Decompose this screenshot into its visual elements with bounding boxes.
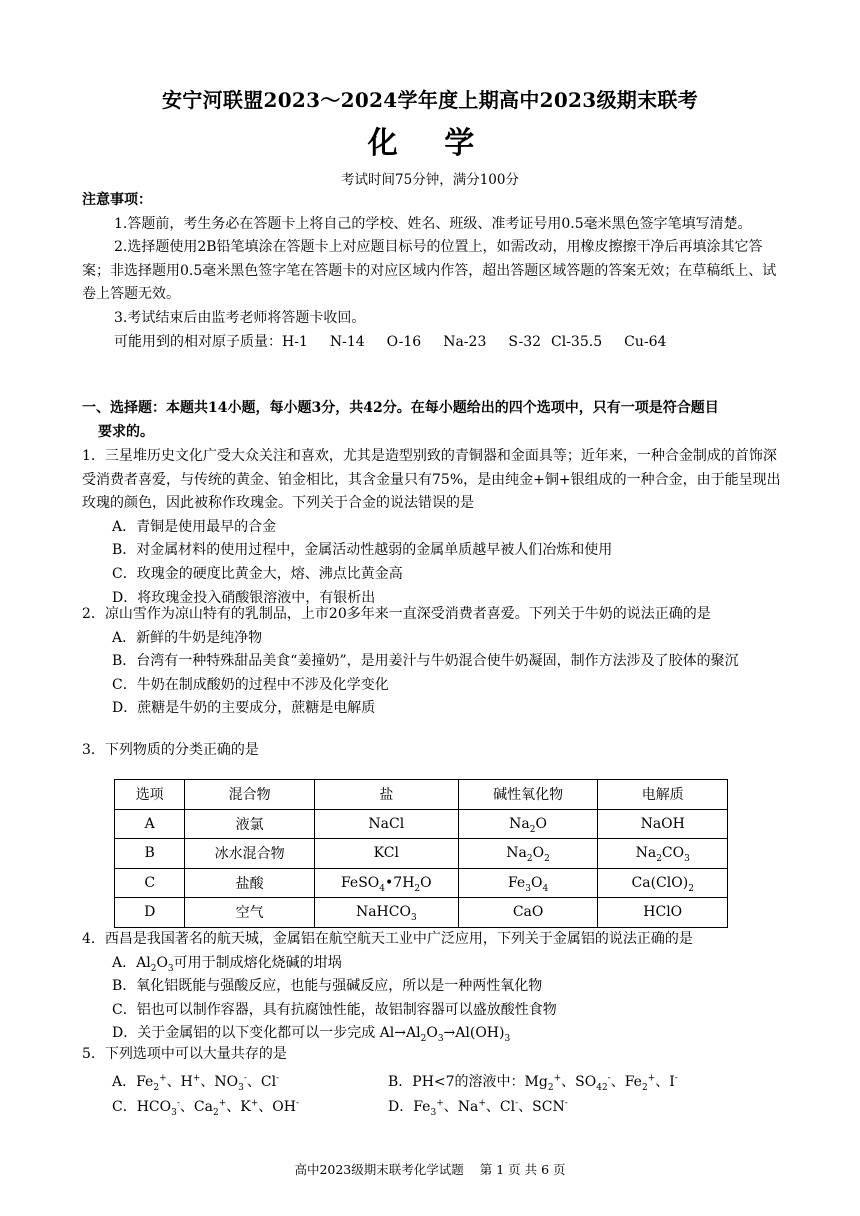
option-c: C．牛奶在制成酸奶的过程中不涉及化学变化 [112,676,389,693]
table-cell: 空气 [185,898,315,928]
notice-item-2: 2.选择题使用2B铅笔填涂在答题卡上对应题目标号的位置上，如需改动，用橡皮擦擦干净后再填涂其它答案；非选择题用0.5毫米黑色签字笔在答题卡的对应区域内作答，超出答题区域答题的答案无效；在草稿纸上、试卷上答题无效。 [82,239,777,303]
atomic-mass: N-14 [329,333,365,350]
section-heading-line2: 要求的。 [98,423,154,440]
atomic-mass: O-16 [386,333,422,350]
classification-table [114,779,728,928]
exam-title: 安宁河联盟2023～2024学年度上期高中2023级期末联考 [162,88,698,112]
notice-section [82,189,782,354]
option-b: B．氧化铝既能与强酸反应，也能与强碱反应，所以是一种两性氧化物 [112,978,543,995]
table-header: 电解质 [598,780,728,810]
table-row [115,898,728,928]
atomic-mass: H-1 [282,333,308,350]
table-cell: $Na_2O_2$ [458,839,598,869]
table-cell: $Na_2O$ [458,809,598,839]
question-stem: 2．凉山雪作为凉山特有的乳制品，上市20多年来一直深受消费者喜爱。下列关于牛奶的说法正确的是 [82,606,711,622]
table-cell: B [115,839,185,869]
question-stem: 5．下列选项中可以大量共存的是 [82,1046,287,1062]
question-1 [82,445,782,610]
option-c: C．玫瑰金的硬度比黄金大，熔、沸点比黄金高 [112,565,403,582]
notice-heading: 注意事项： [82,192,152,208]
option-a: A．$Fe_2^+$、H+、$NO_3^-$、Cl- [112,1072,280,1093]
option-a: A．$Al_2O_3$可用于制成熔化烧碱的坩埚 [112,954,342,974]
section-heading [82,397,782,444]
option-a: A．新鲜的牛奶是纯净物 [112,629,263,646]
table-cell: NaCl [314,809,458,839]
question-stem: 1．三星堆历史文化广受大众关注和喜欢，尤其是造型别致的青铜器和金面具等；近年来，一种合金制成的首饰深受消费者喜爱，与传统的黄金、铂金相比，其含金量只有75%，是由纯金+铜+银组成的一种合金，由于能呈现出玫瑰的颜色，因此被称作玫瑰金。下列关于合金的说法错误的是 [82,448,781,512]
option-c: C．铝也可以制作容器，具有抗腐蚀性能，故铝制容器可以盛放酸性食物 [112,1001,557,1018]
question-stem: 3．下列物质的分类正确的是 [82,742,259,758]
table-row [115,809,728,839]
option-d: D．将玫瑰金投入硝酸银溶液中，有银析出 [112,589,376,606]
option-row [82,1071,782,1095]
option-d: D．关于金属铝的以下变化都可以一步完成 $Al\to Al_2O_3\to Al(OH)_3$ [112,1025,511,1045]
table-row [115,868,728,898]
table-cell: D [115,898,185,928]
option-row [82,1096,782,1120]
table-cell: 冰水混合物 [185,839,315,869]
atomic-mass: Cu-64 [624,333,667,350]
table-cell: $Ca(ClO)_2$ [598,868,728,898]
table-cell: NaHCO$_3$ [314,898,458,928]
question-3 [82,739,782,763]
table-cell: C [115,868,185,898]
exam-time: 考试时间75分钟，满分100分 [341,172,519,188]
option-b: B．台湾有一种特殊甜品美食“姜撞奶”，是用姜汁与牛奶混合使牛奶凝固，制作方法涉及了胶体的聚沉 [112,653,739,670]
option-b: B．PH<7的溶液中：$Mg_2^+$、$SO_{42}^-$、$Fe_2^+$、I- [388,1072,678,1093]
question-5 [82,1043,782,1120]
atomic-mass: Na-23 [443,333,487,350]
table-header: 碱性氧化物 [458,780,598,810]
table-cell: $FeSO_4•7H_2O$ [314,868,458,898]
table-cell: KCl [314,839,458,869]
option-d: D．$Fe_3^+$、Na+、Cl-、SCN- [388,1098,568,1118]
table-header-row [115,780,728,810]
notice-item-3: 3.考试结束后由监考老师将答题卡收回。 [114,309,366,326]
question-stem: 4．西昌是我国著名的航天城，金属铝在航空航天工业中广泛应用，下列关于金属铝的说法正确的是 [82,931,693,947]
table-header: 盐 [314,780,458,810]
option-b: B．对金属材料的使用过程中，金属活动性越弱的金属单质越早被人们冶炼和使用 [112,542,613,559]
table-cell: A [115,809,185,839]
table-header: 选项 [115,780,185,810]
option-a: A．青铜是使用最早的合金 [112,518,277,535]
question-4 [82,928,782,1046]
page-number: 第 1 页 共 6 页 [479,1162,566,1177]
table-cell: 液氯 [185,809,315,839]
notice-item-1: 1.答题前，考生务必在答题卡上将自己的学校、姓名、班级、准考证号用0.5毫米黑色签字笔填写清楚。 [114,215,752,232]
table-cell: HClO [598,898,728,928]
table-row [115,839,728,869]
table-cell: $Na_2CO_3$ [598,839,728,869]
atomic-mass: S-32 [508,333,542,350]
question-2 [82,603,782,721]
option-d: D．蔗糖是牛奶的主要成分，蔗糖是电解质 [112,700,376,717]
option-c: C．$HCO_3^-$、$Ca_2^+$、K+、OH- [112,1098,299,1118]
atomic-mass: Cl-35.5 [551,333,603,350]
atomic-mass-label: 可能用到的相对原子质量： [114,333,282,350]
table-cell: $Fe_3O_4$ [458,868,598,898]
page-footer [0,1160,860,1178]
table-cell: 盐酸 [185,868,315,898]
table-cell: CaO [458,898,598,928]
table-cell: NaOH [598,809,728,839]
footer-title: 高中2023级期末联考化学试题 [294,1162,464,1177]
subject-title: 化 学 [367,126,493,161]
atomic-masses [82,331,782,355]
section-heading-line1: 一、选择题：本题共14小题，每小题3分，共42分。在每小题给出的四个选项中，只有一项是符合题目 [82,400,719,416]
table-header: 混合物 [185,780,315,810]
